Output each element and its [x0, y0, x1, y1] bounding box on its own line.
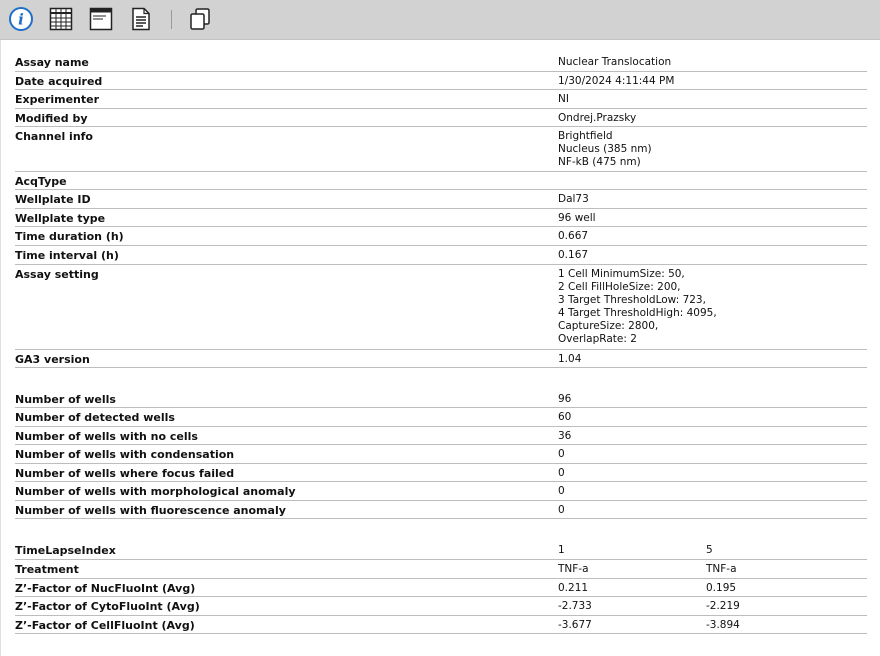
label: Time interval (h) [15, 249, 119, 262]
row-num-detected-wells [15, 408, 867, 427]
label: Number of wells with fluorescence anomaly [15, 504, 286, 517]
value: 0 [558, 485, 565, 497]
value: 1/30/2024 4:11:44 PM [558, 75, 675, 87]
report-icon[interactable] [128, 6, 154, 32]
label: Number of detected wells [15, 411, 175, 424]
info-icon[interactable] [8, 6, 34, 32]
value: 1 Cell MinimumSize: 50, 2 Cell FillHoleSize: 200, 3 Target ThresholdLow: 723, 4 Target ThresholdHigh: 4095, CaptureSize: 2800, OverlapRate: 2 [558, 268, 717, 345]
row-wellplate-id [15, 190, 867, 209]
row-z-nuc [15, 579, 867, 597]
value: 96 well [558, 212, 596, 224]
label: Number of wells with morphological anomaly [15, 485, 296, 498]
value: 96 [558, 393, 572, 405]
row-treatment [15, 560, 867, 579]
label: AcqType [15, 175, 67, 188]
value: Brightfield Nucleus (385 nm) NF-kB (475 nm) [558, 130, 652, 168]
label: GA3 version [15, 353, 90, 366]
value-col2: TNF-a [706, 563, 737, 575]
row-time-interval [15, 246, 867, 265]
row-timelapse-index [15, 541, 867, 560]
row-modified-by [15, 109, 867, 127]
value: 36 [558, 430, 572, 442]
label: Experimenter [15, 93, 100, 106]
label: Time duration (h) [15, 230, 124, 243]
row-assay-setting [15, 265, 867, 350]
value-col1: 1 [558, 544, 565, 556]
row-channel-info [15, 127, 867, 172]
row-z-cyto [15, 597, 867, 616]
copy-icon[interactable] [187, 6, 213, 32]
label: Number of wells where focus failed [15, 467, 235, 480]
label: Z’-Factor of CytoFluoInt (Avg) [15, 600, 200, 613]
label: Channel info [15, 130, 93, 143]
svg-text:i: i [18, 10, 24, 29]
value: 0 [558, 448, 565, 460]
row-date-acquired [15, 72, 867, 90]
document-icon[interactable] [88, 6, 114, 32]
value-col1: -2.733 [558, 600, 592, 612]
value: 0 [558, 504, 565, 516]
label: Number of wells [15, 393, 116, 406]
report-panel [0, 40, 880, 656]
row-wellplate-type [15, 209, 867, 227]
label: TimeLapseIndex [15, 544, 116, 557]
row-acqtype [15, 172, 867, 190]
value: NI [558, 93, 569, 105]
label: Wellplate type [15, 212, 106, 225]
row-assay-name [15, 53, 867, 72]
label: Number of wells with condensation [15, 448, 235, 461]
toolbar [0, 0, 880, 40]
value: 1.04 [558, 353, 582, 365]
value: Ondrej.Prazsky [558, 112, 637, 124]
row-num-focus-failed [15, 464, 867, 482]
table-icon[interactable] [48, 6, 74, 32]
value: Nuclear Translocation [558, 56, 672, 68]
row-num-wells [15, 390, 867, 408]
value-col2: 0.195 [706, 582, 737, 594]
value: 0.167 [558, 249, 589, 261]
value: 0.667 [558, 230, 589, 242]
row-time-duration [15, 227, 867, 246]
row-num-no-cells [15, 427, 867, 445]
label: Z’-Factor of CellFluoInt (Avg) [15, 619, 195, 632]
value-col2: -2.219 [706, 600, 740, 612]
value-col1: -3.677 [558, 619, 592, 631]
row-num-condensation [15, 445, 867, 464]
label: Wellplate ID [15, 193, 91, 206]
label: Number of wells with no cells [15, 430, 198, 443]
value: 60 [558, 411, 572, 423]
row-experimenter [15, 90, 867, 109]
label: Assay setting [15, 268, 99, 281]
label: Z’-Factor of NucFluoInt (Avg) [15, 582, 196, 595]
row-num-fluo-anomaly [15, 501, 867, 519]
value-col2: 5 [706, 544, 713, 556]
value-col1: TNF-a [558, 563, 589, 575]
row-num-morph-anomaly [15, 482, 867, 501]
label: Modified by [15, 112, 88, 125]
label: Treatment [15, 563, 79, 576]
value-col2: -3.894 [706, 619, 740, 631]
label: Date acquired [15, 75, 103, 88]
row-z-cell [15, 616, 867, 634]
toolbar-separator [171, 10, 172, 29]
value: Dal73 [558, 193, 589, 205]
value: 0 [558, 467, 565, 479]
value-col1: 0.211 [558, 582, 589, 594]
label: Assay name [15, 56, 89, 69]
row-ga3-version [15, 350, 867, 368]
